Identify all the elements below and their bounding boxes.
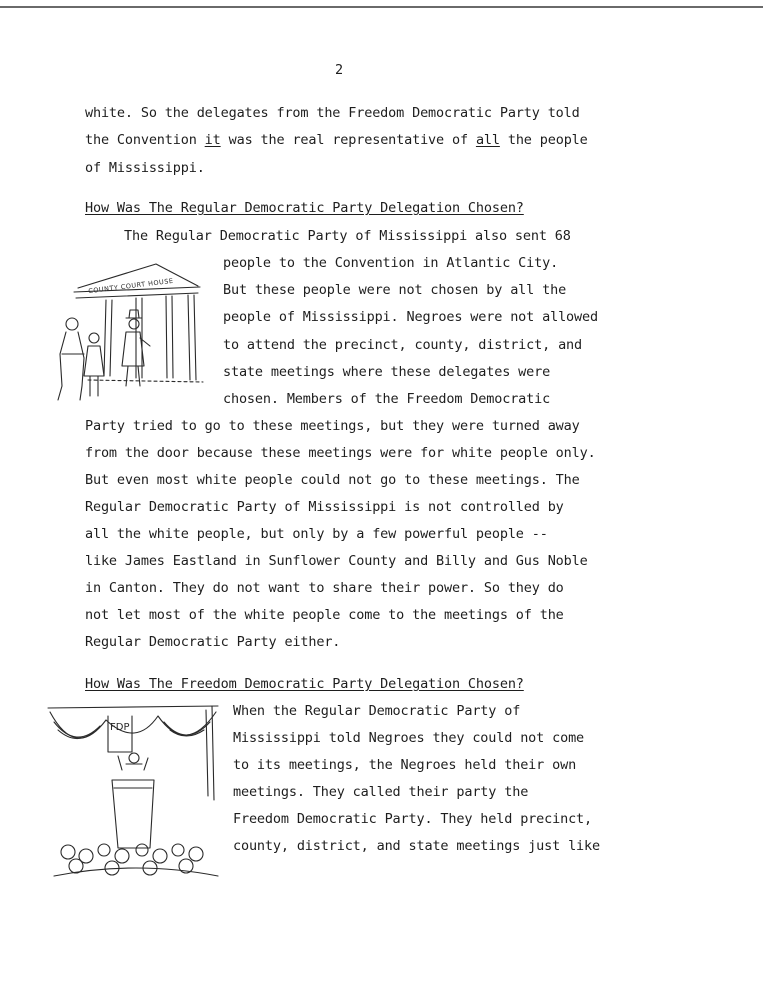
courthouse-sign-text: COUNTY COURT HOUSE (87, 276, 174, 296)
fdp-meeting-illustration (46, 700, 222, 880)
paragraph-line: meetings. They called their party the (233, 784, 529, 800)
intro-line-2-part-c: the people (499, 132, 588, 148)
paragraph-line: The Regular Democratic Party of Mississippi also sent 68 (124, 228, 571, 244)
page-number: 2 (335, 62, 344, 78)
top-border-rule (0, 6, 763, 8)
section-heading-freedom: How Was The Freedom Democratic Party Delegation Chosen? (85, 676, 524, 692)
paragraph-line: Mississippi told Negroes they could not come (233, 730, 585, 746)
paragraph-line: to its meetings, the Negroes held their own (233, 757, 577, 773)
paragraph-line: When the Regular Democratic Party of (233, 703, 521, 719)
paragraph-line: to attend the precinct, county, district, and (223, 337, 582, 353)
paragraph-line: Freedom Democratic Party. They held precinct, (233, 811, 592, 827)
paragraph-line: state meetings where these delegates were (223, 364, 551, 380)
paragraph-line: county, district, and state meetings just like (233, 838, 600, 854)
intro-line-2-part-b: was the real representative of (220, 132, 476, 148)
emphasis-all: all (475, 132, 500, 148)
paragraph-line: from the door because these meetings were for white people only. (85, 445, 596, 461)
courthouse-illustration (48, 258, 213, 408)
paragraph-line: people of Mississippi. Negroes were not allowed (223, 309, 598, 325)
section-heading-regular: How Was The Regular Democratic Party Delegation Chosen? (85, 200, 524, 216)
intro-line-2-part-a: the Convention (85, 132, 205, 148)
paragraph-line: Regular Democratic Party of Mississippi is not controlled by (85, 499, 564, 515)
intro-line-1: white. So the delegates from the Freedom Democratic Party told (85, 105, 580, 121)
intro-line-2 (85, 131, 588, 149)
paragraph-line: all the white people, but only by a few powerful people -- (85, 526, 548, 542)
paragraph-line: chosen. Members of the Freedom Democratic (223, 391, 551, 407)
paragraph-line: not let most of the white people come to the meetings of the (85, 607, 564, 623)
fdp-sign-text: FDP (110, 722, 130, 733)
paragraph-line: like James Eastland in Sunflower County and Billy and Gus Noble (85, 553, 588, 569)
emphasis-it: it (204, 132, 221, 148)
paragraph-line: Regular Democratic Party either. (85, 634, 341, 650)
intro-line-3: of Mississippi. (85, 160, 205, 176)
paragraph-line: But these people were not chosen by all the (223, 282, 567, 298)
paragraph-line: But even most white people could not go to these meetings. The (85, 472, 580, 488)
paragraph-line: in Canton. They do not want to share their power. So they do (85, 580, 564, 596)
paragraph-line: people to the Convention in Atlantic City. (223, 255, 559, 271)
paragraph-line: Party tried to go to these meetings, but they were turned away (85, 418, 580, 434)
